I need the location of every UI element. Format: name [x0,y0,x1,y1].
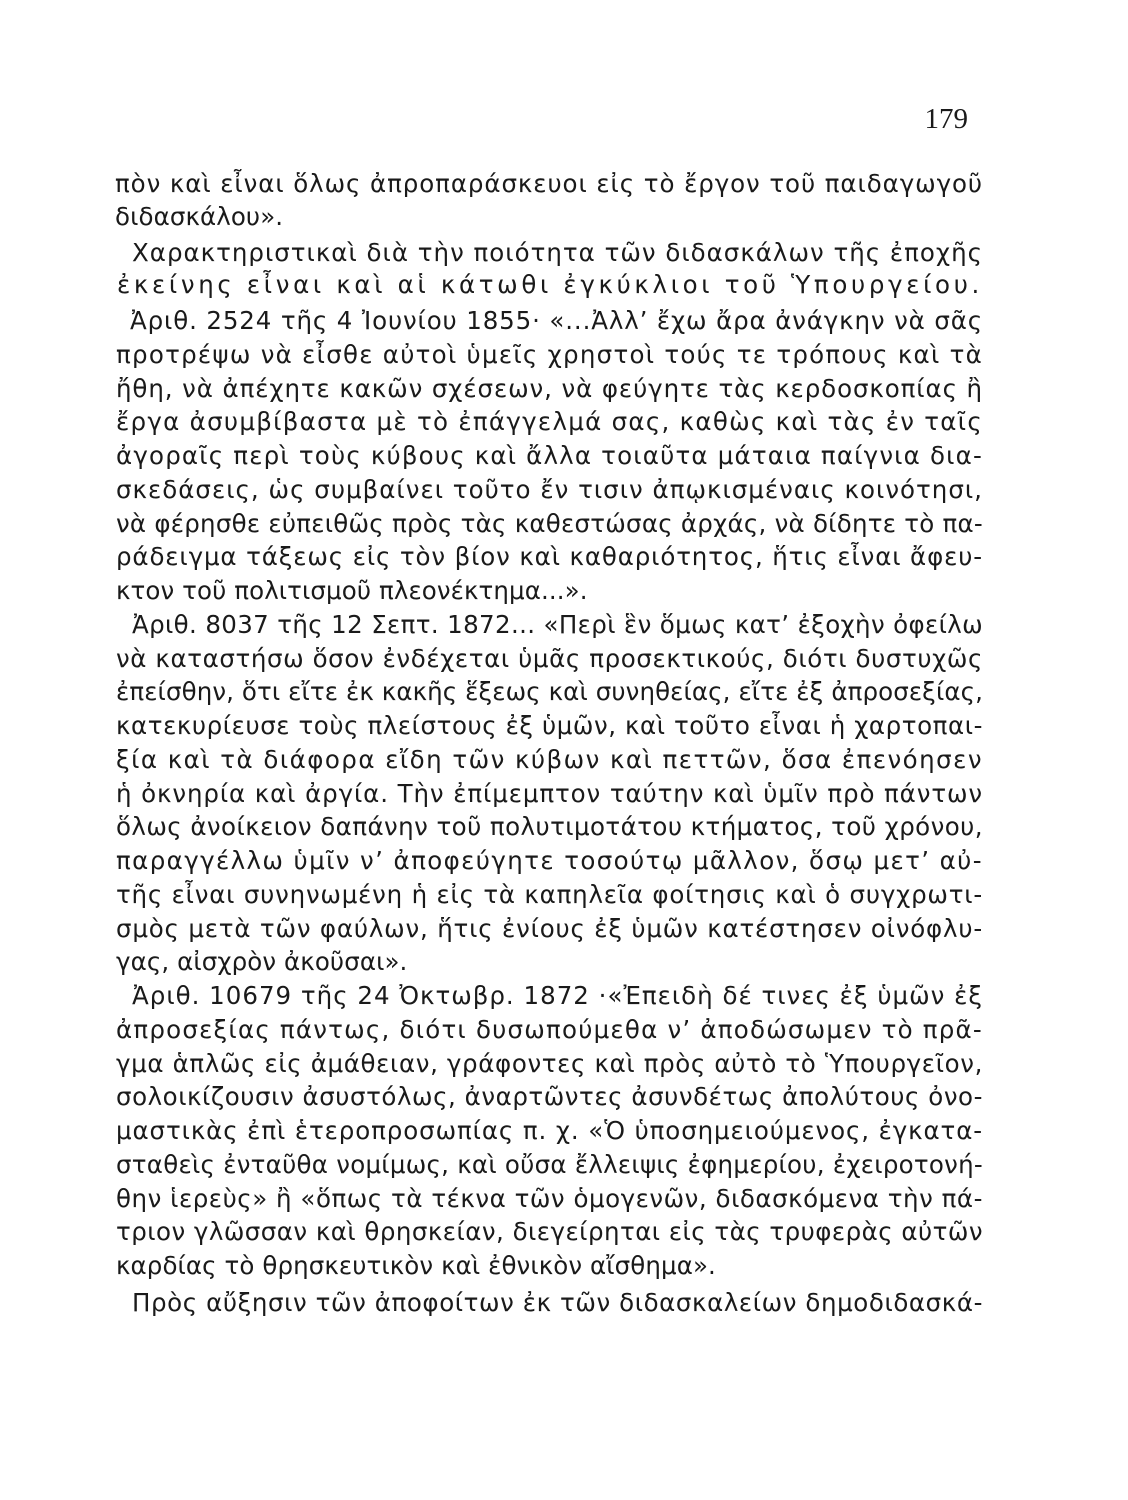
text-line: ἐπείσθην, ὅτι εἴτε ἐκ κακῆς ἕξεως καὶ συνηθείας, εἴτε ἐξ ἀπροσεξίας, [116,677,983,706]
text-line: Ἀριθ. 10679 τῆς 24 Ὀκτωβρ. 1872 ·«Ἐπειδὴ δέ τινες ἐξ ὑμῶν ἐξ [132,981,983,1010]
text-line: διδασκάλου». [115,202,284,231]
text-line: ἀγοραῖς περὶ τοὺς κύβους καὶ ἄλλα τοιαῦτα μάταια παίγνια δια- [116,441,983,470]
text-line: καρδίας τὸ θρησκευτικὸν καὶ ἐθνικὸν αἴσθημα». [116,1251,716,1280]
text-line: ἀπροσεξίας πάντως, διότι δυσωπούμεθα ν’ ἀποδώσωμεν τὸ πρᾶ- [116,1015,983,1044]
text-line: ὅλως ἀνοίκειον δαπάνην τοῦ πολυτιμοτάτου κτήματος, τοῦ χρόνου, [116,812,983,841]
text-line: ἤθη, νὰ ἀπέχητε κακῶν σχέσεων, νὰ φεύγητε τὰς κερδοσκοπίας ἢ [116,374,983,403]
text-line: Χαρακτηριστικαὶ διὰ τὴν ποιότητα τῶν διδασκάλων τῆς ἐποχῆς [132,238,983,267]
text-line: Πρὸς αὔξησιν τῶν ἀποφοίτων ἐκ τῶν διδασκαλείων δημοδιδασκά- [132,1288,983,1317]
text-line: παραγγέλλω ὑμῖν ν’ ἀποφεύγητε τοσούτῳ μᾶλλον, ὅσῳ μετ’ αὐ- [116,846,983,875]
page-number: 179 [924,103,968,135]
text-line: Ἀριθ. 8037 τῆς 12 Σεπτ. 1872... «Περὶ ἓν ὅμως κατ’ ἐξοχὴν ὀφείλω [132,610,983,639]
text-line: κατεκυρίευσε τοὺς πλείστους ἐξ ὑμῶν, καὶ τοῦτο εἶναι ἡ χαρτοπαι- [116,711,983,740]
text-line: τῆς εἶναι συνηνωμένη ἡ εἰς τὰ καπηλεῖα φοίτησις καὶ ὁ συγχρωτι- [116,880,983,909]
text-line: ἔργα ἀσυμβίβαστα μὲ τὸ ἐπάγγελμά σας, καθὼς καὶ τὰς ἐν ταῖς [116,407,983,436]
text-line: νὰ φέρησθε εὐπειθῶς πρὸς τὰς καθεστώσας ἀρχάς, νὰ δίδητε τὸ πα- [116,509,983,538]
text-line: ξία καὶ τὰ διάφορα εἴδη τῶν κύβων καὶ πεττῶν, ὅσα ἐπενόησεν [116,745,983,774]
text-line: προτρέψω νὰ εἶσθε αὐτοὶ ὑμεῖς χρηστοὶ τούς τε τρόπους καὶ τὰ [116,340,983,369]
text-line: σκεδάσεις, ὡς συμβαίνει τοῦτο ἔν τισιν ἀπῳκισμέναις κοινότησι, [116,475,983,504]
text-line: ἡ ὀκνηρία καὶ ἀργία. Τὴν ἐπίμεμπτον ταύτην καὶ ὑμῖν πρὸ πάντων [116,779,983,808]
text-line: γας, αἰσχρὸν ἀκοῦσαι». [116,947,408,976]
text-line: νὰ καταστήσω ὅσον ἐνδέχεται ὑμᾶς προσεκτικούς, διότι δυστυχῶς [116,644,984,673]
text-line: μαστικὰς ἐπὶ ἑτεροπροσωπίας π. χ. «Ὁ ὑποσημειούμενος, ἐγκατα- [116,1116,983,1145]
text-line: σολοικίζουσιν ἀσυστόλως, ἀναρτῶντες ἀσυνδέτως ἀπολύτους ὀνο- [116,1082,983,1111]
text-line: γμα ἁπλῶς εἰς ἀμάθειαν, γράφοντες καὶ πρὸς αὐτὸ τὸ Ὑπουργεῖον, [116,1049,983,1078]
text-line: τριον γλῶσσαν καὶ θρησκείαν, διεγείρηται εἰς τὰς τρυφερὰς αὐτῶν [116,1217,983,1246]
text-line: σμὸς μετὰ τῶν φαύλων, ἥτις ἐνίους ἐξ ὑμῶν κατέστησεν οἰνόφλυ- [116,914,983,943]
text-line: πὸν καὶ εἶναι ὅλως ἀπροπαράσκευοι εἰς τὸ ἔργον τοῦ παιδαγωγοῦ [115,169,983,198]
text-line: Ἀριθ. 2524 τῆς 4 Ἰουνίου 1855· «...Ἀλλ’ ἔχω ἄρα ἀνάγκην νὰ σᾶς [130,306,983,335]
text-line: κτον τοῦ πολιτισμοῦ πλεονέκτημα...». [116,576,588,605]
text-line: θην ἱερεὺς» ἢ «ὅπως τὰ τέκνα τῶν ὁμογενῶν, διδασκόμενα τὴν πά- [116,1184,983,1213]
text-line: σταθεὶς ἐνταῦθα νομίμως, καὶ οὔσα ἔλλειψις ἐφημερίου, ἐχειροτονή- [116,1150,983,1179]
text-line: ἐκείνης εἶναι καὶ αἱ κάτωθι ἐγκύκλιοι τοῦ Ὑπουργείου. [117,270,983,299]
text-line: ράδειγμα τάξεως εἰς τὸν βίον καὶ καθαριότητος, ἥτις εἶναι ἄφευ- [116,542,983,571]
